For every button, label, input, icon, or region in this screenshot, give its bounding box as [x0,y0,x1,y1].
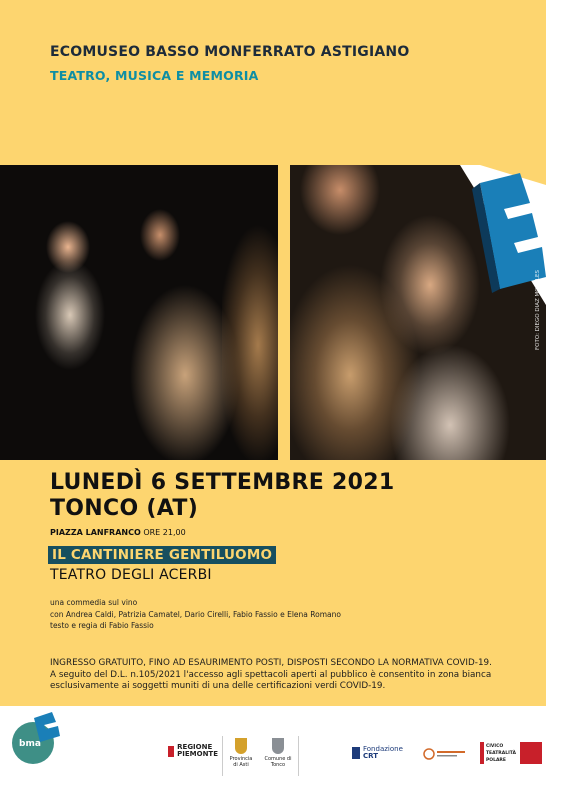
theatre-logo-icon [520,742,542,764]
notice-line: A seguito del D.L. n.105/2021 l'accesso agli spettacoli aperti al pubblico è consentito in zona bianca [50,669,492,680]
fondazione-crt-logo [352,746,412,760]
provincia-label-1: Provincia [229,756,253,762]
regione-piemonte-logo [168,744,218,758]
regione-shield-icon [168,746,174,757]
sponsor-footer [0,706,546,800]
show-title: IL CANTINIERE GENTILUOMO [48,546,276,564]
event-date: LUNEDÌ 6 SETTEMBRE 2021 [50,470,395,495]
credit-line: testo e regia di Fabio Fassio [50,621,154,630]
civico-label-2: TEATRALITÀ [485,750,516,756]
monferrato-mark-icon [423,746,467,762]
monferrato-logo [420,746,470,764]
notice-line: INGRESSO GRATUITO, FINO AD ESAURIMENTO POSTI, DISPOSTI SECONDO LA NORMATIVA COVID-19. [50,658,492,668]
covid-notice [50,658,520,693]
right-margin-strip [546,0,567,800]
provincia-label-2: di Asti [233,762,249,768]
fondazione-label-1: Fondazione [363,745,403,753]
event-time: ORE 21,00 [143,528,186,537]
notice-line: esclusivamente ai soggetti muniti di una delle certificazioni verdi COVID-19. [50,681,386,691]
comune-label-1: Comune di [264,756,292,762]
civico-label-1: CIVICO [485,743,504,749]
regione-label-1: REGIONE [177,743,213,751]
comune-label-2: Tonco [270,762,286,768]
venue-name: PIAZZA LANFRANCO [50,528,141,537]
comune-crest-icon [272,738,284,754]
credit-line: una commedia sul vino [50,598,138,607]
civico-mark-icon [480,742,484,764]
event-place: TONCO (AT) [50,496,199,521]
fondazione-mark-icon [352,747,360,759]
provincia-crest-icon [235,738,247,754]
header-subtitle: TEATRO, MUSICA E MEMORIA [50,68,259,83]
header-title: ECOMUSEO BASSO MONFERRATO ASTIGIANO [50,44,410,60]
header [50,44,409,83]
civico-logo [480,742,516,764]
event-venue [50,528,186,537]
ecomuseo-logo-icon [420,165,546,325]
provincia-asti-logo [228,738,254,768]
photo-credit: FOTO: DIEGO DIAZ MORALES [535,270,541,350]
regione-label-2: PIEMONTE [177,750,218,758]
theatre-company: TEATRO DEGLI ACERBI [50,567,212,583]
photo-divider [278,165,290,460]
comune-tonco-logo [264,738,292,768]
footer-separator [298,736,299,776]
civico-label-3: POLARE [485,757,506,763]
fondazione-label-2: CRT [363,752,378,760]
footer-separator [222,736,223,776]
bma-label: bma [19,739,41,749]
credit-line: con Andrea Caldi, Patrizia Camatel, Dario Cirelli, Fabio Fassio e Elena Romano [50,609,341,619]
credits [50,597,341,632]
